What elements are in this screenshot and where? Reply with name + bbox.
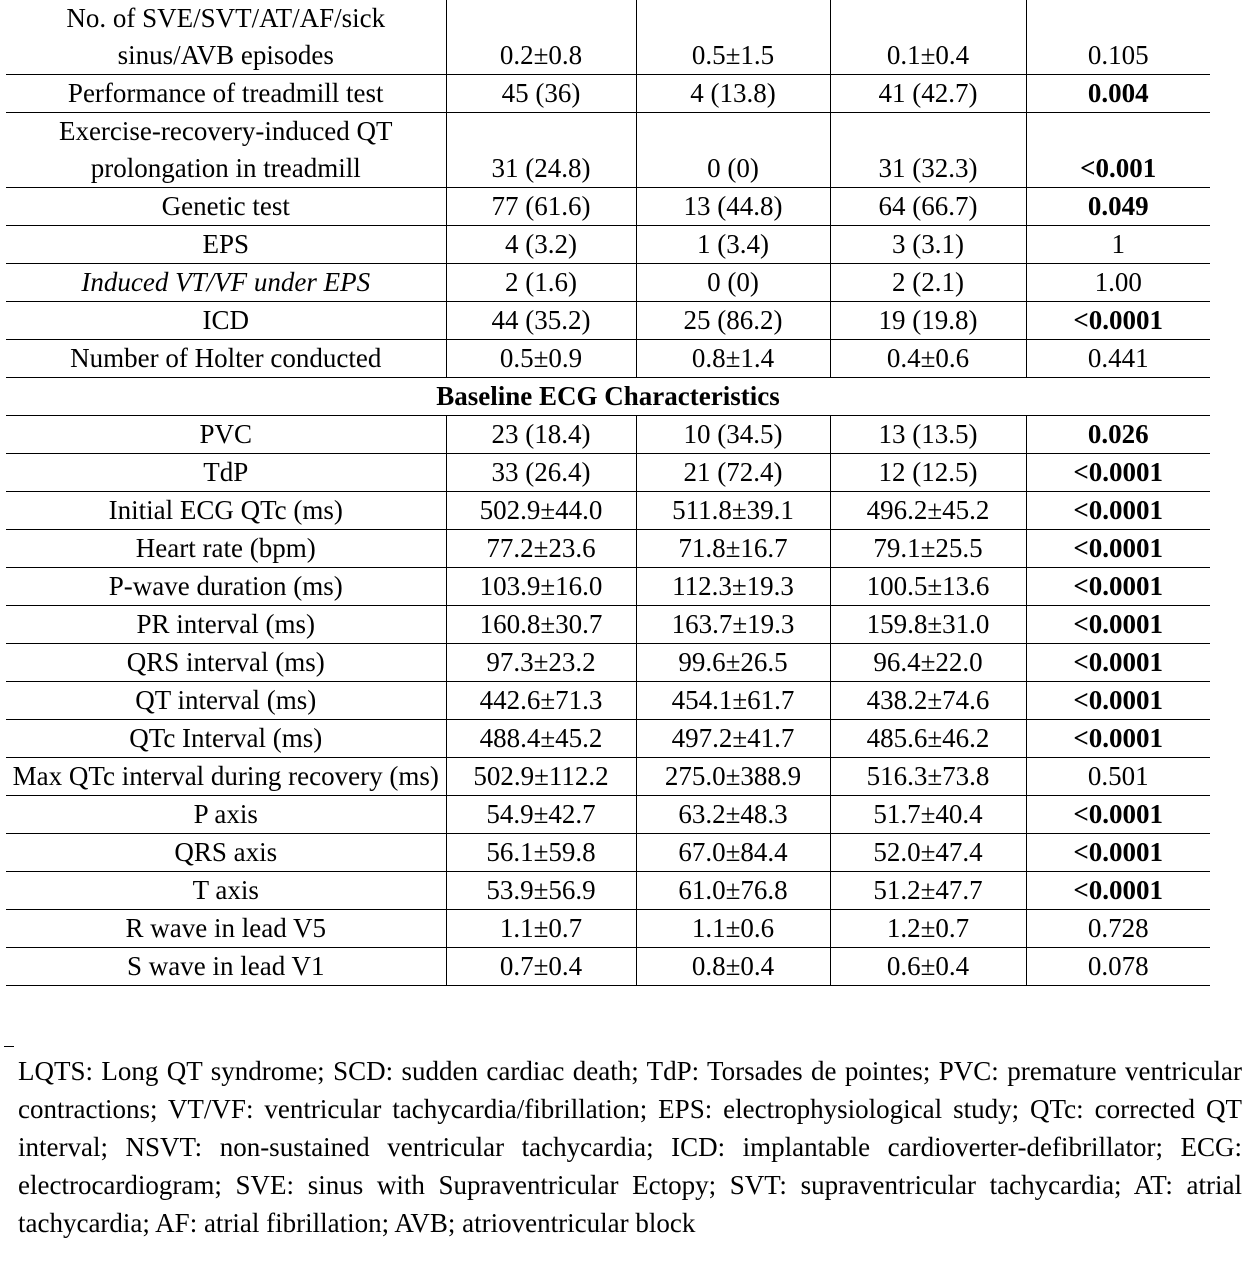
cell-group-1: 4 (13.8) [636,75,830,113]
cell-p-value: 0.004 [1026,75,1210,113]
cell-group-2: 0.6±0.4 [830,948,1026,986]
cell-group-1: 0.8±0.4 [636,948,830,986]
cell-group-2: 41 (42.7) [830,75,1026,113]
row-label: QRS axis [6,834,446,872]
cell-group-1: 25 (86.2) [636,302,830,340]
cell-all-patients: 160.8±30.7 [446,606,636,644]
table-row [6,834,1210,872]
table-footnote: LQTS: Long QT syndrome; SCD: sudden cardiac death; TdP: Torsades de pointes; PVC: premature ventricular contractions; VT/VF: ventricular tachycardia/fibrillation; EPS: electrophysiological study; QTc: corrected QT interval; NSVT: non-sustained ventricular tachycardia; ICD: implantable cardioverter-defibrillator; ECG: electrocardiogram; SVE: sinus with Supraventricular Ectopy; SVT: supraventricular tachycardia; AT: atrial tachycardia; AF: atrial fibrillation; AVB; atrioventricular block [18,1056,1242,1238]
cell-group-2: 19 (19.8) [830,302,1026,340]
cell-group-2: 438.2±74.6 [830,682,1026,720]
table-row [6,606,1210,644]
cell-all-patients: 4 (3.2) [446,226,636,264]
section-title: Baseline ECG Characteristics [6,378,1210,416]
table-row [6,113,1210,188]
cell-group-1: 0 (0) [636,264,830,302]
cell-all-patients: 97.3±23.2 [446,644,636,682]
row-label: Number of Holter conducted [6,340,446,378]
cell-group-1: 0.5±1.5 [636,0,830,75]
cell-all-patients: 488.4±45.2 [446,720,636,758]
cell-group-1: 63.2±48.3 [636,796,830,834]
cell-all-patients: 31 (24.8) [446,113,636,188]
cell-all-patients: 502.9±44.0 [446,492,636,530]
row-label: PVC [6,416,446,454]
cell-p-value: <0.0001 [1026,302,1210,340]
table-row [6,720,1210,758]
cell-group-2: 1.2±0.7 [830,910,1026,948]
row-label: S wave in lead V1 [6,948,446,986]
row-label: Performance of treadmill test [6,75,446,113]
cell-all-patients: 23 (18.4) [446,416,636,454]
cell-group-1: 454.1±61.7 [636,682,830,720]
table-row [6,530,1210,568]
cell-p-value: <0.0001 [1026,682,1210,720]
table-row [6,796,1210,834]
table-row [6,302,1210,340]
row-label: QRS interval (ms) [6,644,446,682]
row-label: TdP [6,454,446,492]
cell-group-2: 0.4±0.6 [830,340,1026,378]
cell-p-value: 1 [1026,226,1210,264]
cell-all-patients: 53.9±56.9 [446,872,636,910]
row-label: Initial ECG QTc (ms) [6,492,446,530]
table-row [6,188,1210,226]
cell-p-value: <0.0001 [1026,568,1210,606]
cell-group-2: 100.5±13.6 [830,568,1026,606]
table-row [6,226,1210,264]
cell-p-value: <0.001 [1026,113,1210,188]
cell-group-2: 79.1±25.5 [830,530,1026,568]
cell-group-2: 52.0±47.4 [830,834,1026,872]
cell-p-value: 0.441 [1026,340,1210,378]
row-label: ICD [6,302,446,340]
cell-group-2: 496.2±45.2 [830,492,1026,530]
cell-group-1: 0.8±1.4 [636,340,830,378]
table-row [6,872,1210,910]
cell-p-value: <0.0001 [1026,872,1210,910]
cell-group-1: 61.0±76.8 [636,872,830,910]
cell-p-value: <0.0001 [1026,720,1210,758]
cell-p-value: 1.00 [1026,264,1210,302]
cell-p-value: 0.501 [1026,758,1210,796]
cell-all-patients: 33 (26.4) [446,454,636,492]
cell-group-1: 13 (44.8) [636,188,830,226]
data-table [6,0,1210,986]
cell-group-1: 71.8±16.7 [636,530,830,568]
row-label: Heart rate (bpm) [6,530,446,568]
row-label: Induced VT/VF under EPS [6,264,446,302]
cell-all-patients: 77 (61.6) [446,188,636,226]
cell-all-patients: 103.9±16.0 [446,568,636,606]
row-label: No. of SVE/SVT/AT/AF/sick sinus/AVB episodes [6,0,446,75]
cell-group-2: 96.4±22.0 [830,644,1026,682]
footnote-divider [4,1046,14,1047]
cell-group-1: 1 (3.4) [636,226,830,264]
table-row [6,568,1210,606]
cell-p-value: 0.078 [1026,948,1210,986]
row-label: Genetic test [6,188,446,226]
cell-group-2: 3 (3.1) [830,226,1026,264]
table-row [6,948,1210,986]
table-body [6,0,1210,986]
table-row [6,340,1210,378]
data-table-container [6,0,1210,986]
row-label: QTc Interval (ms) [6,720,446,758]
cell-group-2: 51.2±47.7 [830,872,1026,910]
table-row [6,644,1210,682]
cell-group-2: 485.6±46.2 [830,720,1026,758]
cell-group-2: 31 (32.3) [830,113,1026,188]
cell-all-patients: 0.7±0.4 [446,948,636,986]
cell-p-value: <0.0001 [1026,530,1210,568]
cell-group-2: 0.1±0.4 [830,0,1026,75]
cell-group-2: 159.8±31.0 [830,606,1026,644]
cell-group-1: 21 (72.4) [636,454,830,492]
cell-all-patients: 0.5±0.9 [446,340,636,378]
cell-group-1: 163.7±19.3 [636,606,830,644]
cell-p-value: 0.049 [1026,188,1210,226]
cell-group-1: 112.3±19.3 [636,568,830,606]
cell-group-1: 67.0±84.4 [636,834,830,872]
row-label: PR interval (ms) [6,606,446,644]
cell-all-patients: 2 (1.6) [446,264,636,302]
cell-all-patients: 0.2±0.8 [446,0,636,75]
cell-all-patients: 1.1±0.7 [446,910,636,948]
cell-group-2: 13 (13.5) [830,416,1026,454]
cell-group-1: 275.0±388.9 [636,758,830,796]
cell-all-patients: 77.2±23.6 [446,530,636,568]
cell-p-value: <0.0001 [1026,606,1210,644]
row-label: Exercise-recovery-induced QT prolongation in treadmill [6,113,446,188]
row-label: QT interval (ms) [6,682,446,720]
cell-group-2: 12 (12.5) [830,454,1026,492]
cell-all-patients: 56.1±59.8 [446,834,636,872]
cell-group-2: 516.3±73.8 [830,758,1026,796]
cell-p-value: <0.0001 [1026,834,1210,872]
row-label: T axis [6,872,446,910]
table-row [6,682,1210,720]
cell-group-2: 64 (66.7) [830,188,1026,226]
section-header-row [6,378,1210,416]
row-label: R wave in lead V5 [6,910,446,948]
table-row [6,264,1210,302]
cell-group-1: 497.2±41.7 [636,720,830,758]
cell-all-patients: 45 (36) [446,75,636,113]
row-label: P-wave duration (ms) [6,568,446,606]
cell-all-patients: 442.6±71.3 [446,682,636,720]
cell-p-value: 0.105 [1026,0,1210,75]
row-label: Max QTc interval during recovery (ms) [6,758,446,796]
cell-group-1: 511.8±39.1 [636,492,830,530]
cell-p-value: 0.026 [1026,416,1210,454]
cell-all-patients: 44 (35.2) [446,302,636,340]
cell-group-1: 1.1±0.6 [636,910,830,948]
cell-p-value: <0.0001 [1026,796,1210,834]
table-row [6,416,1210,454]
cell-p-value: <0.0001 [1026,644,1210,682]
row-label: EPS [6,226,446,264]
cell-group-2: 2 (2.1) [830,264,1026,302]
table-row [6,454,1210,492]
cell-p-value: <0.0001 [1026,454,1210,492]
table-row [6,910,1210,948]
table-row [6,758,1210,796]
cell-all-patients: 54.9±42.7 [446,796,636,834]
cell-p-value: <0.0001 [1026,492,1210,530]
cell-group-1: 10 (34.5) [636,416,830,454]
cell-group-1: 99.6±26.5 [636,644,830,682]
cell-all-patients: 502.9±112.2 [446,758,636,796]
table-row [6,492,1210,530]
row-label: P axis [6,796,446,834]
cell-group-1: 0 (0) [636,113,830,188]
cell-group-2: 51.7±40.4 [830,796,1026,834]
table-row [6,75,1210,113]
table-row [6,0,1210,75]
cell-p-value: 0.728 [1026,910,1210,948]
